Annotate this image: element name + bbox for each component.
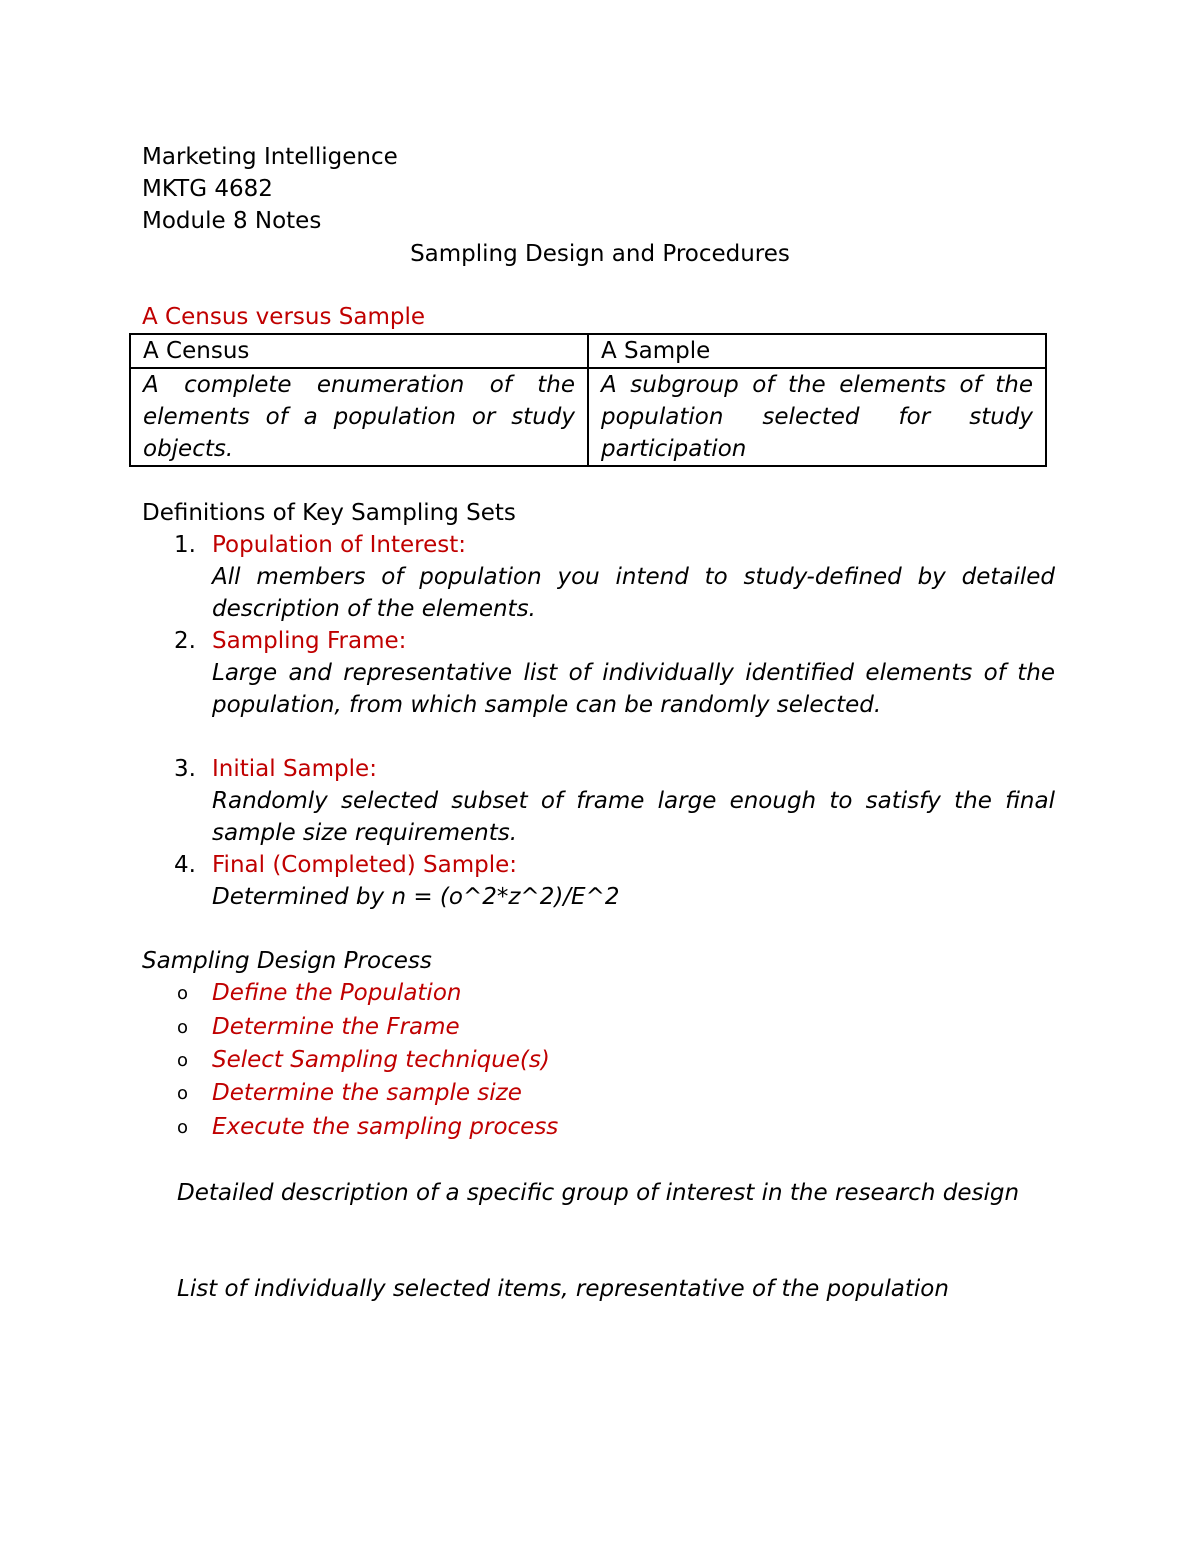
- definition-text-final: Determined by n = (o^2*z^2)/E^2: [212, 884, 620, 910]
- note-population-description: Detailed description of a specific group of interest in the research design: [177, 1180, 1020, 1206]
- list-number: 3.: [174, 756, 196, 782]
- list-number: 2.: [174, 628, 196, 654]
- process-step-select-technique: Select Sampling technique(s): [212, 1047, 550, 1073]
- process-step-execute: Execute the sampling process: [212, 1114, 559, 1140]
- definition-title-initial: Initial Sample:: [212, 756, 377, 782]
- table-header-row: [130, 334, 1046, 368]
- course-name: Marketing Intelligence: [142, 144, 398, 170]
- definition-text-initial: Randomly selected subset of frame large enough to satisfy the final sample size requirements.: [212, 788, 1055, 846]
- bullet-icon: o: [177, 1017, 189, 1038]
- bullet-icon: o: [177, 1050, 189, 1071]
- process-step-determine-frame: Determine the Frame: [212, 1014, 460, 1040]
- table-header-census: A Census: [130, 334, 588, 368]
- bullet-icon: o: [177, 1117, 189, 1138]
- definition-title-population: Population of Interest:: [212, 532, 467, 558]
- bullet-icon: o: [177, 1083, 189, 1104]
- note-frame-description: List of individually selected items, representative of the population: [177, 1276, 949, 1302]
- table-header-sample: A Sample: [588, 334, 1046, 368]
- census-heading: A Census versus Sample: [142, 304, 425, 330]
- definitions-heading: Definitions of Key Sampling Sets: [142, 500, 516, 526]
- sample-definition: A subgroup of the elements of the population selected for study participation: [588, 368, 1046, 466]
- list-number: 1.: [174, 532, 196, 558]
- definition-title-frame: Sampling Frame:: [212, 628, 407, 654]
- process-step-define-population: Define the Population: [212, 980, 462, 1006]
- census-definition: A complete enumeration of the elements of a population or study objects.: [130, 368, 588, 466]
- definition-text-frame: Large and representative list of individually identified elements of the population, from which sample can be randomly selected.: [212, 660, 1055, 718]
- module-label: Module 8 Notes: [142, 208, 322, 234]
- process-heading: Sampling Design Process: [142, 948, 432, 974]
- definition-text-population: All members of population you intend to study-defined by detailed description of the elements.: [212, 564, 1055, 622]
- list-number: 4.: [174, 852, 196, 878]
- course-code: MKTG 4682: [142, 176, 273, 202]
- census-sample-table: [129, 333, 1047, 467]
- bullet-icon: o: [177, 983, 189, 1004]
- table-row: [130, 368, 1046, 466]
- process-step-sample-size: Determine the sample size: [212, 1080, 522, 1106]
- definition-title-final: Final (Completed) Sample:: [212, 852, 518, 878]
- page-title: Sampling Design and Procedures: [410, 241, 790, 267]
